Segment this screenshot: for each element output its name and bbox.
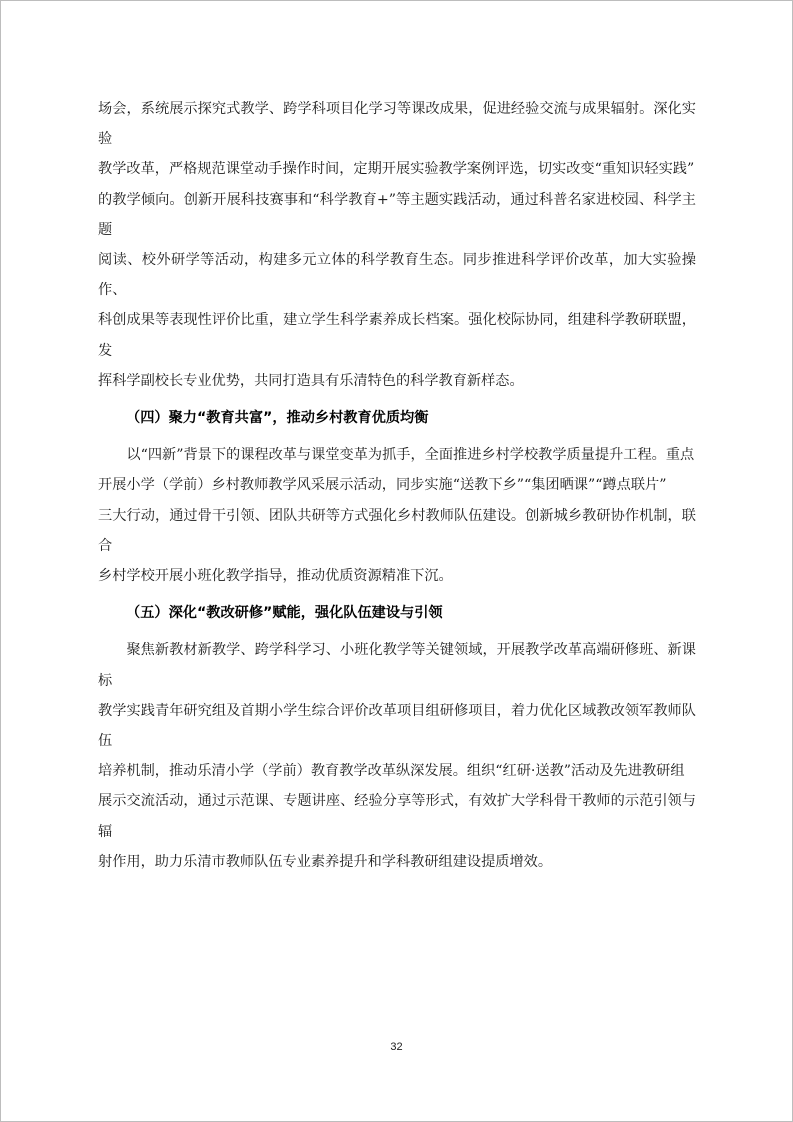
text-line: 挥科学副校长专业优势，共同打造具有乐清特色的科学教育新样态。	[98, 372, 524, 389]
document-body	[98, 94, 696, 877]
paragraph-rural-education	[98, 440, 696, 591]
page-number: 32	[390, 1041, 403, 1053]
text-line: 乡村学校开展小班化教学指导，推动优质资源精准下沉。	[98, 568, 453, 585]
text-line: 的教学倾向。创新开展科技赛事和“科学教育+”等主题实践活动，通过科普名家进校园、科学主题	[98, 191, 696, 238]
section-heading-5: （五）深化“教改研修”赋能，强化队伍建设与引领	[126, 605, 443, 622]
paragraph-science-education	[98, 94, 696, 396]
text-line: 展示交流活动，通过示范课、专题讲座、经验分享等形式，有效扩大学科骨干教师的示范引领与辐	[98, 793, 696, 840]
section-heading-4: （四）聚力“教育共富”，推动乡村教育优质均衡	[126, 410, 429, 427]
text-line: 开展小学（学前）乡村教师教学风采展示活动，同步实施“送教下乡”“集团晒课”“蹲点联片”	[98, 477, 667, 494]
text-line: 三大行动，通过骨干引领、团队共研等方式强化乡村教师队伍建设。创新城乡教研协作机制，联合	[98, 507, 696, 554]
text-line: 射作用，助力乐清市教师队伍专业素养提升和学科教研组建设提质增效。	[98, 853, 553, 870]
text-line: 聚焦新教材新教学、跨学科学习、小班化教学等关键领域，开展教学改革高端研修班、新课标	[98, 642, 696, 689]
text-line: 场会，系统展示探究式教学、跨学科项目化学习等课改成果，促进经验交流与成果辐射。深化实验	[98, 101, 696, 148]
text-line: 以“四新”背景下的课程改革与课堂变革为抓手，全面推进乡村学校教学质量提升工程。重点	[126, 447, 695, 464]
paragraph-teacher-training	[98, 635, 696, 877]
text-line: 教学实践青年研究组及首期小学生综合评价改革项目组研修项目，着力优化区域教改领军教师队伍	[98, 702, 696, 750]
text-line: 科创成果等表现性评价比重，建立学生科学素养成长档案。强化校际协同，组建科学教研联盟，发	[98, 312, 696, 359]
text-line: 阅读、校外研学等活动，构建多元立体的科学教育生态。同步推进科学评价改革，加大实验操作、	[98, 252, 696, 299]
text-line: 教学改革，严格规范课堂动手操作时间，定期开展实验教学案例评选，切实改变“重知识轻实践”	[98, 161, 695, 178]
text-line: 培养机制，推动乐清小学（学前）教育教学改革纵深发展。组织“红研·送教”活动及先进教研组	[98, 763, 685, 780]
